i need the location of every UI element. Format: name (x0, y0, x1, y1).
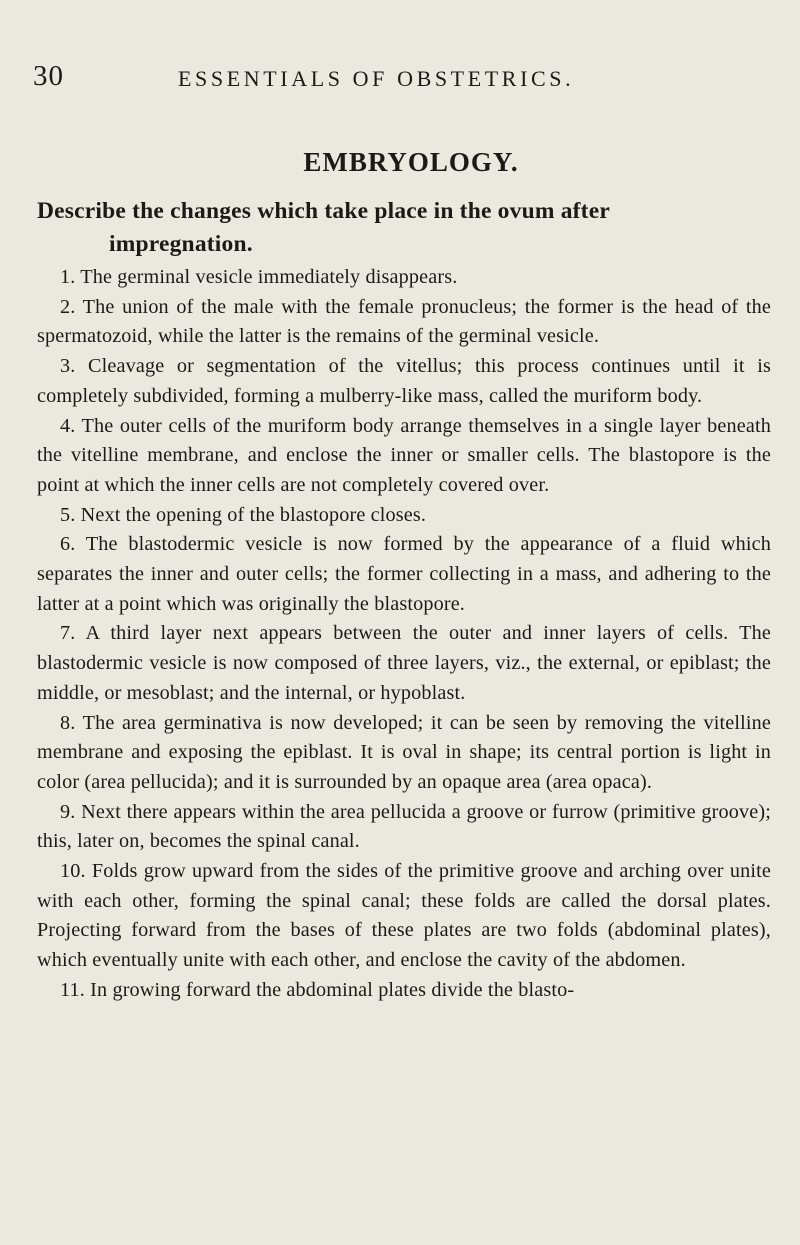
answer-item-11: 11. In growing forward the abdominal plates divide the blasto- (60, 978, 575, 1001)
answer-item-7: 7. A third layer next appears between the outer and inner layers of cells. The blastodermic vesicle is now composed of three layers, viz., the external, or epiblast; the middle, or mesoblast; and the internal, or hypoblast. (37, 622, 771, 704)
answer-item-6: 6. The blastodermic vesicle is now formed by the appearance of a fluid which separates the inner and outer cells; the former collecting in a mass, and adhering to the latter at a point which was originally the blastopore. (37, 533, 771, 615)
answer-item-2: 2. The union of the male with the female pronucleus; the former is the head of the spermatozoid, while the latter is the remains of the germinal vesicle. (37, 295, 771, 348)
running-head (33, 60, 773, 100)
page-number: 30 (33, 60, 64, 92)
section-title: EMBRYOLOGY. (303, 147, 519, 177)
answer-item-5: 5. Next the opening of the blastopore closes. (60, 503, 427, 526)
answer-item-10: 10. Folds grow upward from the sides of the primitive groove and arching over unite with each other, forming the spinal canal; these folds are called the dorsal plates. Projecting forward from the bases of these plates are two folds (abdominal plates), which eventually unite with each other, and enclose the cavity of the abdomen. (37, 860, 771, 972)
running-title: ESSENTIALS OF OBSTETRICS. (178, 66, 575, 91)
question-heading (37, 195, 767, 261)
answer-item-3: 3. Cleavage or segmentation of the vitellus; this process continues until it is completely subdivided, forming a mulberry-like mass, called the muriform body. (37, 355, 771, 407)
answer-item-8: 8. The area germinativa is now developed; it can be seen by removing the vitelline membrane and exposing the epiblast. It is oval in shape; its central portion is light in color (area pellucida); and it is surrounded by an opaque area (area opaca). (37, 711, 771, 793)
answer-list (37, 263, 771, 1006)
answer-item-4: 4. The outer cells of the muriform body arrange themselves in a single layer beneath the vitelline membrane, and enclose the inner or smaller cells. The blastopore is the point at which the inner cells are not completely covered over. (37, 414, 771, 496)
answer-item-1: 1. The germinal vesicle immediately disappears. (60, 266, 458, 288)
question-line-2: impregnation. (109, 231, 253, 257)
answer-item-9: 9. Next there appears within the area pellucida a groove or furrow (primitive groove); this, later on, becomes the spinal canal. (37, 800, 771, 853)
question-line-1: Describe the changes which take place in the ovum after (37, 198, 610, 224)
